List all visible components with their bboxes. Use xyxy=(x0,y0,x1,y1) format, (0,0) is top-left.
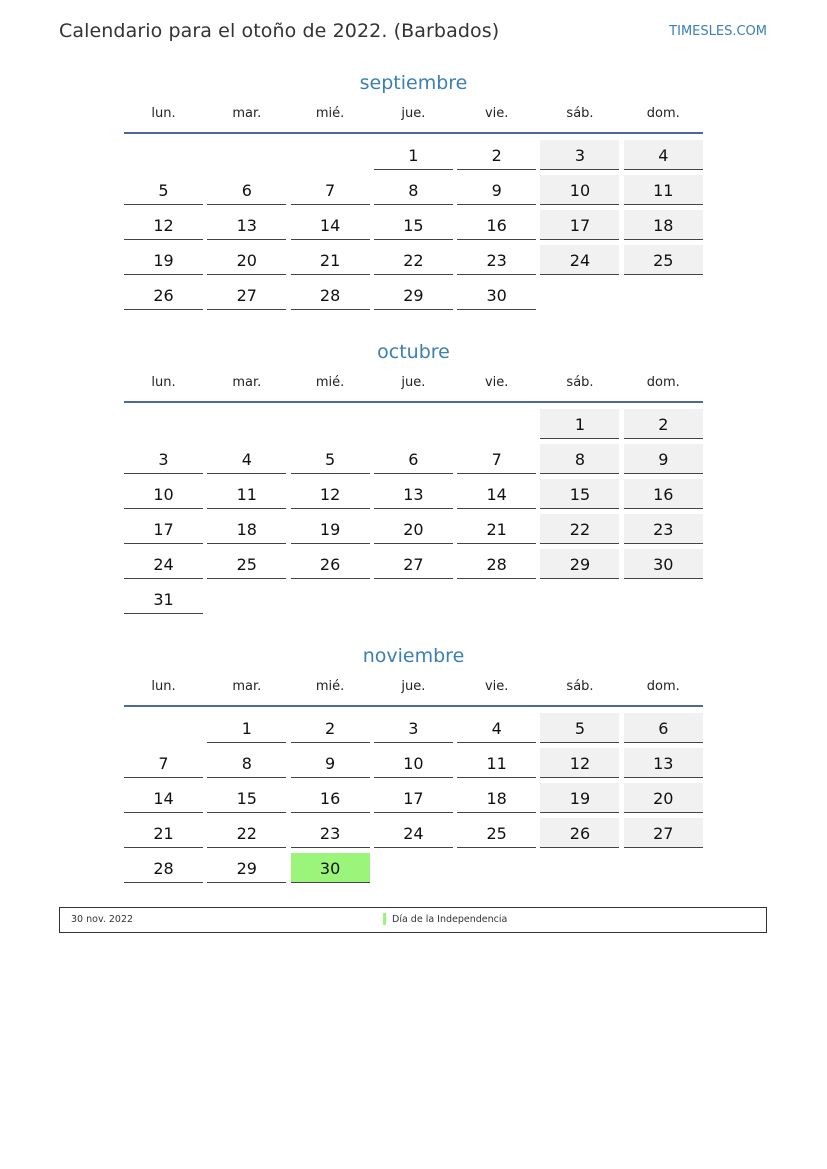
day-cell: 2 xyxy=(457,140,536,170)
day-cell: 18 xyxy=(207,514,286,544)
day-cell: 28 xyxy=(124,853,203,883)
day-cell: 29 xyxy=(374,280,453,310)
day-cell: 7 xyxy=(291,175,370,205)
weekday-label: jue. xyxy=(401,679,426,694)
day-cell: 2 xyxy=(624,409,703,439)
day-cell: 26 xyxy=(291,549,370,579)
day-cell: 21 xyxy=(457,514,536,544)
day-cell: 3 xyxy=(374,713,453,743)
day-cell: 23 xyxy=(291,818,370,848)
holiday-date: 30 nov. 2022 xyxy=(71,914,134,925)
day-cell: 24 xyxy=(540,245,619,275)
day-cell: 17 xyxy=(540,210,619,240)
day-cell: 7 xyxy=(124,748,203,778)
day-cell: 17 xyxy=(374,783,453,813)
day-cell: 23 xyxy=(624,514,703,544)
day-cell: 25 xyxy=(207,549,286,579)
day-cell: 25 xyxy=(624,245,703,275)
day-cell: 8 xyxy=(207,748,286,778)
month-name: septiembre xyxy=(359,72,468,94)
brand-link[interactable]: TIMESLES.COM xyxy=(669,24,767,39)
day-cell: 9 xyxy=(624,444,703,474)
day-cell: 18 xyxy=(457,783,536,813)
day-cell: 24 xyxy=(124,549,203,579)
empty-cell xyxy=(291,409,370,439)
day-cell: 15 xyxy=(207,783,286,813)
holiday-name: Día de la Independencia xyxy=(392,913,508,925)
days-grid xyxy=(124,409,703,614)
weekday-label: vie. xyxy=(484,679,509,694)
day-cell: 4 xyxy=(457,713,536,743)
weekday-header xyxy=(124,104,703,134)
days-grid xyxy=(124,140,703,310)
day-cell: 8 xyxy=(374,175,453,205)
day-cell: 6 xyxy=(374,444,453,474)
day-cell: 13 xyxy=(374,479,453,509)
weekday-label: vie. xyxy=(484,106,509,121)
day-cell: 18 xyxy=(624,210,703,240)
empty-cell xyxy=(124,713,203,743)
day-cell: 26 xyxy=(540,818,619,848)
weekday-label: sáb. xyxy=(566,679,594,694)
weekday-label: mar. xyxy=(232,375,262,390)
weekday-label: sáb. xyxy=(566,375,594,390)
weekday-header xyxy=(124,373,703,403)
weekday-label: mar. xyxy=(232,106,262,121)
day-cell: 20 xyxy=(374,514,453,544)
day-cell: 1 xyxy=(374,140,453,170)
month-name: octubre xyxy=(377,341,450,363)
day-cell: 19 xyxy=(124,245,203,275)
day-cell: 15 xyxy=(540,479,619,509)
day-cell: 28 xyxy=(457,549,536,579)
day-cell: 11 xyxy=(457,748,536,778)
day-cell: 3 xyxy=(124,444,203,474)
day-cell: 15 xyxy=(374,210,453,240)
day-cell: 13 xyxy=(207,210,286,240)
day-cell: 4 xyxy=(207,444,286,474)
day-cell: 30 xyxy=(457,280,536,310)
day-cell: 27 xyxy=(624,818,703,848)
holiday-color-marker xyxy=(383,913,386,925)
month-october xyxy=(124,339,703,614)
weekday-label: sáb. xyxy=(566,106,594,121)
day-cell: 7 xyxy=(457,444,536,474)
day-cell: 21 xyxy=(124,818,203,848)
empty-cell xyxy=(374,409,453,439)
day-cell: 20 xyxy=(207,245,286,275)
holiday-entry xyxy=(383,913,507,925)
day-cell: 14 xyxy=(457,479,536,509)
day-cell: 8 xyxy=(540,444,619,474)
weekday-label: jue. xyxy=(401,106,426,121)
day-cell: 16 xyxy=(624,479,703,509)
day-cell: 10 xyxy=(124,479,203,509)
weekday-label: lun. xyxy=(151,375,176,390)
day-cell: 6 xyxy=(624,713,703,743)
day-cell: 28 xyxy=(291,280,370,310)
day-cell: 4 xyxy=(624,140,703,170)
empty-cell xyxy=(457,409,536,439)
day-cell: 14 xyxy=(291,210,370,240)
holiday-legend xyxy=(59,907,767,933)
day-cell: 26 xyxy=(124,280,203,310)
day-cell: 11 xyxy=(624,175,703,205)
day-cell-holiday: 30 xyxy=(291,853,370,883)
day-cell: 22 xyxy=(207,818,286,848)
weekday-label: mar. xyxy=(232,679,262,694)
day-cell: 6 xyxy=(207,175,286,205)
day-cell: 20 xyxy=(624,783,703,813)
day-cell: 31 xyxy=(124,584,203,614)
day-cell: 25 xyxy=(457,818,536,848)
weekday-label: mié. xyxy=(315,679,345,694)
empty-cell xyxy=(124,409,203,439)
weekday-label: dom. xyxy=(646,679,680,694)
day-cell: 21 xyxy=(291,245,370,275)
weekday-label: jue. xyxy=(401,375,426,390)
empty-cell xyxy=(207,409,286,439)
day-cell: 24 xyxy=(374,818,453,848)
day-cell: 3 xyxy=(540,140,619,170)
month-name: noviembre xyxy=(362,645,465,667)
day-cell: 29 xyxy=(540,549,619,579)
day-cell: 22 xyxy=(374,245,453,275)
day-cell: 17 xyxy=(124,514,203,544)
day-cell: 10 xyxy=(374,748,453,778)
weekday-label: dom. xyxy=(646,106,680,121)
page-title: Calendario para el otoño de 2022. (Barbados) xyxy=(59,20,500,42)
weekday-label: mié. xyxy=(315,375,345,390)
day-cell: 29 xyxy=(207,853,286,883)
day-cell: 5 xyxy=(540,713,619,743)
weekday-label: dom. xyxy=(646,375,680,390)
day-cell: 12 xyxy=(124,210,203,240)
day-cell: 9 xyxy=(291,748,370,778)
day-cell: 22 xyxy=(540,514,619,544)
day-cell: 12 xyxy=(540,748,619,778)
day-cell: 27 xyxy=(207,280,286,310)
empty-cell xyxy=(124,140,203,170)
days-grid xyxy=(124,713,703,883)
weekday-header xyxy=(124,677,703,707)
month-november xyxy=(124,643,703,883)
day-cell: 9 xyxy=(457,175,536,205)
day-cell: 16 xyxy=(291,783,370,813)
weekday-label: lun. xyxy=(151,679,176,694)
day-cell: 13 xyxy=(624,748,703,778)
day-cell: 19 xyxy=(540,783,619,813)
day-cell: 12 xyxy=(291,479,370,509)
day-cell: 19 xyxy=(291,514,370,544)
weekday-label: lun. xyxy=(151,106,176,121)
day-cell: 1 xyxy=(540,409,619,439)
weekday-label: mié. xyxy=(315,106,345,121)
day-cell: 2 xyxy=(291,713,370,743)
day-cell: 16 xyxy=(457,210,536,240)
empty-cell xyxy=(207,140,286,170)
day-cell: 11 xyxy=(207,479,286,509)
day-cell: 27 xyxy=(374,549,453,579)
empty-cell xyxy=(291,140,370,170)
month-september xyxy=(124,70,703,310)
day-cell: 10 xyxy=(540,175,619,205)
weekday-label: vie. xyxy=(484,375,509,390)
day-cell: 5 xyxy=(124,175,203,205)
day-cell: 30 xyxy=(624,549,703,579)
day-cell: 1 xyxy=(207,713,286,743)
day-cell: 5 xyxy=(291,444,370,474)
day-cell: 23 xyxy=(457,245,536,275)
day-cell: 14 xyxy=(124,783,203,813)
